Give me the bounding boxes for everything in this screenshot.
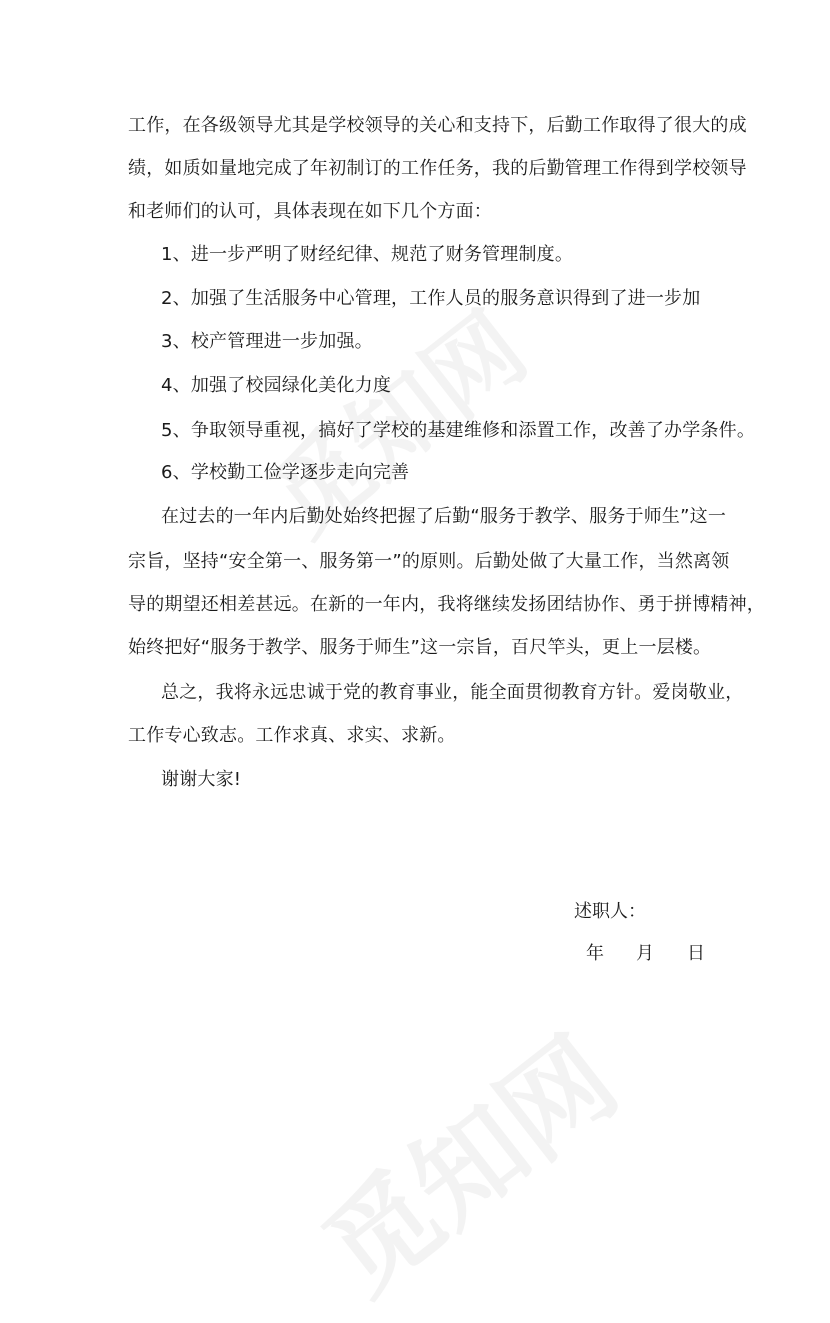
paragraph-line: 宗旨，坚持“安全第一、服务第一”的原则。后勤处做了大量工作，当然离领 [128,551,730,572]
paragraph-line: 工作，在各级领导尤其是学校领导的关心和支持下，后勤工作取得了很大的成 [128,115,747,136]
date-day: 日 [687,943,705,964]
paragraph-line: 总之，我将永远忠诚于党的教育事业，能全面贯彻教育方针。爱岗敬业， [161,682,744,703]
paragraph-line: 工作专心致志。工作求真、求实、求新。 [128,725,456,746]
watermark [286,995,643,1323]
signature-label: 述职人： [574,901,646,922]
list-item: 4、加强了校园绿化美化力度 [161,375,392,396]
list-item: 2、加强了生活服务中心管理，工作人员的服务意识得到了进一步加 [161,288,701,309]
list-item: 5、争取领导重视，搞好了学校的基建维修和添置工作，改善了办学条件。 [161,420,756,441]
date-month: 月 [636,943,654,964]
list-item: 6、学校勤工俭学逐步走向完善 [161,462,410,483]
paragraph-line: 始终把好“服务于教学、服务于师生”这一宗旨，百尺竿头，更上一层楼。 [128,637,712,658]
list-item: 3、校产管理进一步加强。 [161,331,373,352]
paragraph-line: 绩，如质如量地完成了年初制订的工作任务，我的后勤管理工作得到学校领导 [128,158,747,179]
paragraph-line: 和老师们的认可，具体表现在如下几个方面： [128,201,492,222]
paragraph-line: 导的期望还相差甚远。在新的一年内，我将继续发扬团结协作、勇于拼博精神， [128,594,765,615]
paragraph-line: 在过去的一年内后勤处始终把握了后勤“服务于教学、服务于师生”这一 [161,506,727,527]
date-year: 年 [586,943,604,964]
closing-text: 谢谢大家! [161,769,242,790]
list-item: 1、进一步严明了财经纪律、规范了财务管理制度。 [161,244,574,265]
